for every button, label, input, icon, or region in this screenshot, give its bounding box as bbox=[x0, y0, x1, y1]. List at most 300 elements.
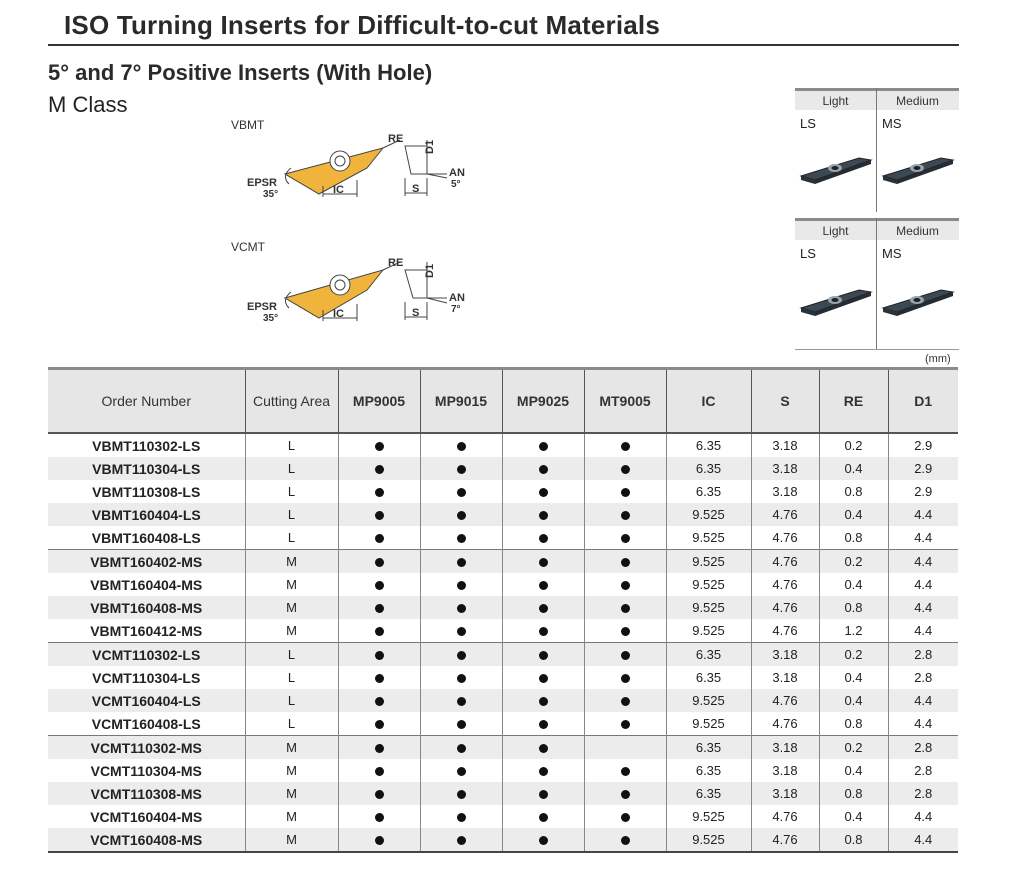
section-subtitle: 5° and 7° Positive Inserts (With Hole) bbox=[48, 60, 433, 85]
availability-dot-icon bbox=[621, 697, 630, 706]
mp9015-cell bbox=[420, 573, 502, 596]
s-cell: 3.18 bbox=[751, 759, 819, 782]
ic-cell: 9.525 bbox=[666, 503, 751, 526]
mp9025-cell bbox=[502, 712, 584, 736]
mp9015-cell bbox=[420, 480, 502, 503]
mp9005-cell bbox=[338, 805, 420, 828]
availability-dot-icon bbox=[621, 767, 630, 776]
panel-bottom-rule bbox=[795, 349, 959, 350]
mp9025-cell bbox=[502, 619, 584, 643]
col-mp9025: MP9025 bbox=[502, 369, 584, 434]
order-number-cell: VBMT160402-MS bbox=[48, 550, 245, 574]
mp9015-cell bbox=[420, 689, 502, 712]
mp9005-cell bbox=[338, 759, 420, 782]
cutting-area-cell: L bbox=[245, 526, 338, 550]
re-cell: 0.2 bbox=[819, 736, 888, 760]
col-re: RE bbox=[819, 369, 888, 434]
epsr-label: EPSR bbox=[247, 177, 277, 189]
mp9015-cell bbox=[420, 596, 502, 619]
mt9005-cell bbox=[584, 573, 666, 596]
cutting-area-cell: L bbox=[245, 666, 338, 689]
re-cell: 0.8 bbox=[819, 712, 888, 736]
re-cell: 0.2 bbox=[819, 643, 888, 667]
epsr-angle: 35° bbox=[263, 189, 279, 200]
ic-cell: 6.35 bbox=[666, 643, 751, 667]
title-rule bbox=[48, 44, 959, 46]
availability-dot-icon bbox=[457, 581, 466, 590]
table-row bbox=[48, 828, 958, 852]
mp9005-cell bbox=[338, 457, 420, 480]
availability-dot-icon bbox=[621, 790, 630, 799]
availability-dot-icon bbox=[539, 651, 548, 660]
d1-cell: 2.9 bbox=[888, 480, 958, 503]
col-cutting-area: Cutting Area bbox=[245, 369, 338, 434]
order-number-cell: VBMT110304-LS bbox=[48, 457, 245, 480]
insert-drawing-icon bbox=[215, 118, 480, 228]
availability-dot-icon bbox=[621, 488, 630, 497]
re-cell: 0.4 bbox=[819, 457, 888, 480]
mp9025-cell bbox=[502, 596, 584, 619]
ic-cell: 9.525 bbox=[666, 805, 751, 828]
table-row bbox=[48, 457, 958, 480]
s-cell: 3.18 bbox=[751, 666, 819, 689]
mp9005-cell bbox=[338, 433, 420, 457]
cutting-area-cell: M bbox=[245, 596, 338, 619]
availability-dot-icon bbox=[457, 442, 466, 451]
ic-cell: 6.35 bbox=[666, 736, 751, 760]
re-cell: 0.4 bbox=[819, 805, 888, 828]
cutting-area-cell: M bbox=[245, 782, 338, 805]
order-number-cell: VCMT160404-MS bbox=[90, 808, 203, 825]
mt9005-cell bbox=[584, 782, 666, 805]
availability-dot-icon bbox=[375, 465, 384, 474]
order-number-cell: VBMT160412-MS bbox=[90, 622, 203, 639]
d1-cell: 4.4 bbox=[888, 596, 958, 619]
col-mp9005: MP9005 bbox=[338, 369, 420, 434]
availability-dot-icon bbox=[375, 836, 384, 845]
s-cell: 4.76 bbox=[751, 689, 819, 712]
cutting-area-cell: M bbox=[245, 805, 338, 828]
ic-cell: 9.525 bbox=[666, 828, 751, 852]
availability-dot-icon bbox=[375, 558, 384, 567]
availability-dot-icon bbox=[621, 836, 630, 845]
availability-dot-icon bbox=[375, 790, 384, 799]
cutting-area-cell: M bbox=[245, 759, 338, 782]
s-cell: 4.76 bbox=[751, 573, 819, 596]
s-cell: 4.76 bbox=[751, 596, 819, 619]
mt9005-cell bbox=[584, 828, 666, 852]
availability-dot-icon bbox=[621, 465, 630, 474]
table-row bbox=[48, 759, 958, 782]
mp9015-cell bbox=[420, 805, 502, 828]
epsr-angle: 35° bbox=[263, 313, 279, 324]
availability-dot-icon bbox=[621, 534, 630, 543]
mt9005-cell bbox=[584, 619, 666, 643]
mt9005-cell bbox=[584, 433, 666, 457]
table-row bbox=[48, 503, 958, 526]
diagram-label: VCMT bbox=[231, 240, 265, 254]
availability-dot-icon bbox=[375, 534, 384, 543]
cutting-area-cell: L bbox=[245, 712, 338, 736]
cutting-area-cell: M bbox=[245, 736, 338, 760]
s-cell: 3.18 bbox=[751, 643, 819, 667]
availability-dot-icon bbox=[457, 790, 466, 799]
d1-cell: 2.9 bbox=[888, 433, 958, 457]
availability-dot-icon bbox=[375, 488, 384, 497]
mp9005-cell bbox=[338, 782, 420, 805]
re-cell: 0.2 bbox=[819, 550, 888, 574]
s-cell: 3.18 bbox=[751, 433, 819, 457]
cutting-area-cell: M bbox=[245, 828, 338, 852]
mt9005-cell bbox=[584, 805, 666, 828]
availability-dot-icon bbox=[539, 720, 548, 729]
epsr-label: EPSR bbox=[247, 301, 277, 313]
col-ic: IC bbox=[666, 369, 751, 434]
medium-label: Medium bbox=[896, 224, 939, 238]
mp9015-cell bbox=[420, 457, 502, 480]
unit-note: (mm) bbox=[925, 353, 951, 365]
re-label: RE bbox=[388, 257, 404, 269]
re-cell: 0.4 bbox=[819, 689, 888, 712]
cutting-area-cell: L bbox=[245, 689, 338, 712]
s-cell: 4.76 bbox=[751, 619, 819, 643]
re-cell: 0.4 bbox=[819, 503, 888, 526]
mp9015-cell bbox=[420, 619, 502, 643]
ms-insert-photo-icon bbox=[881, 152, 955, 190]
re-cell: 0.8 bbox=[819, 526, 888, 550]
vbmt-diagram bbox=[215, 118, 480, 228]
availability-dot-icon bbox=[457, 674, 466, 683]
vcmt-diagram bbox=[215, 240, 480, 350]
table-row bbox=[48, 433, 958, 457]
d1-cell: 4.4 bbox=[888, 619, 958, 643]
ic-cell: 6.35 bbox=[666, 666, 751, 689]
an-angle: 5° bbox=[451, 179, 461, 190]
availability-dot-icon bbox=[457, 627, 466, 636]
page-title: ISO Turning Inserts for Difficult-to-cut Materials bbox=[64, 10, 660, 40]
order-number-cell: VCMT110302-MS bbox=[48, 736, 245, 760]
d1-cell: 4.4 bbox=[888, 573, 958, 596]
table-row bbox=[48, 526, 958, 550]
order-number-cell: VBMT110302-LS bbox=[92, 437, 201, 454]
re-cell: 0.4 bbox=[819, 573, 888, 596]
order-number-cell: VCMT110304-LS bbox=[92, 669, 201, 686]
ic-cell: 6.35 bbox=[666, 457, 751, 480]
mp9015-cell bbox=[420, 782, 502, 805]
d1-cell: 4.4 bbox=[888, 689, 958, 712]
mp9015-cell bbox=[420, 433, 502, 457]
light-label: Light bbox=[822, 224, 849, 238]
availability-dot-icon bbox=[457, 488, 466, 497]
s-cell: 4.76 bbox=[751, 526, 819, 550]
an-angle: 7° bbox=[451, 304, 461, 315]
ic-label: IC bbox=[333, 184, 344, 196]
d1-cell: 2.8 bbox=[888, 666, 958, 689]
table-row bbox=[48, 736, 958, 760]
mp9025-cell bbox=[502, 480, 584, 503]
panel-divider bbox=[876, 218, 877, 350]
mp9005-cell bbox=[338, 619, 420, 643]
table-row bbox=[48, 666, 958, 689]
d1-cell: 2.9 bbox=[888, 457, 958, 480]
ic-cell: 9.525 bbox=[666, 573, 751, 596]
order-number-cell: VBMT110308-LS bbox=[92, 483, 201, 500]
d1-cell: 4.4 bbox=[888, 712, 958, 736]
availability-dot-icon bbox=[375, 767, 384, 776]
d1-cell: 2.8 bbox=[888, 643, 958, 667]
s-label: S bbox=[412, 307, 420, 319]
mt9005-cell bbox=[584, 759, 666, 782]
re-label: RE bbox=[388, 133, 404, 145]
mp9005-cell bbox=[338, 736, 420, 760]
availability-dot-icon bbox=[375, 813, 384, 822]
availability-dot-icon bbox=[457, 651, 466, 660]
order-number-cell: VCMT160408-LS bbox=[91, 715, 201, 732]
s-cell: 4.76 bbox=[751, 805, 819, 828]
availability-dot-icon bbox=[539, 674, 548, 683]
s-cell: 4.76 bbox=[751, 550, 819, 574]
mp9005-cell bbox=[338, 480, 420, 503]
availability-dot-icon bbox=[539, 442, 548, 451]
cutting-area-cell: L bbox=[245, 480, 338, 503]
ic-label: IC bbox=[333, 308, 344, 320]
d1-cell: 4.4 bbox=[888, 550, 958, 574]
col-mt9005: MT9005 bbox=[584, 369, 666, 434]
table-row bbox=[48, 712, 958, 736]
availability-dot-icon bbox=[375, 511, 384, 520]
mp9005-cell bbox=[338, 573, 420, 596]
ic-cell: 6.35 bbox=[666, 433, 751, 457]
light-code: LS bbox=[800, 246, 816, 261]
mp9025-cell bbox=[502, 689, 584, 712]
panel-header bbox=[795, 88, 959, 110]
chipbreaker-panel-vbmt bbox=[795, 88, 959, 212]
re-cell: 0.8 bbox=[819, 828, 888, 852]
mp9015-cell bbox=[420, 643, 502, 667]
medium-label: Medium bbox=[896, 94, 939, 108]
ic-cell: 9.525 bbox=[666, 526, 751, 550]
ic-cell: 9.525 bbox=[666, 619, 751, 643]
availability-dot-icon bbox=[375, 604, 384, 613]
availability-dot-icon bbox=[539, 534, 548, 543]
table-row bbox=[48, 550, 958, 574]
mp9005-cell bbox=[338, 643, 420, 667]
mt9005-cell bbox=[584, 457, 666, 480]
table-header-row bbox=[48, 369, 958, 434]
s-cell: 3.18 bbox=[751, 782, 819, 805]
mp9015-cell bbox=[420, 666, 502, 689]
mp9025-cell bbox=[502, 503, 584, 526]
availability-dot-icon bbox=[375, 627, 384, 636]
d1-cell: 4.4 bbox=[888, 828, 958, 852]
mp9025-cell bbox=[502, 526, 584, 550]
insert-drawing-icon bbox=[215, 240, 480, 350]
order-number-cell: VCMT110308-MS bbox=[48, 782, 245, 805]
availability-dot-icon bbox=[621, 581, 630, 590]
ic-cell: 9.525 bbox=[666, 550, 751, 574]
s-cell: 4.76 bbox=[751, 503, 819, 526]
availability-dot-icon bbox=[621, 511, 630, 520]
availability-dot-icon bbox=[539, 697, 548, 706]
availability-dot-icon bbox=[457, 511, 466, 520]
order-number-cell: VBMT160408-MS bbox=[48, 596, 245, 619]
availability-dot-icon bbox=[375, 720, 384, 729]
re-cell: 0.8 bbox=[819, 782, 888, 805]
re-cell: 0.8 bbox=[819, 596, 888, 619]
availability-dot-icon bbox=[375, 697, 384, 706]
mp9025-cell bbox=[502, 759, 584, 782]
ic-cell: 6.35 bbox=[666, 782, 751, 805]
mp9025-cell bbox=[502, 643, 584, 667]
availability-dot-icon bbox=[539, 744, 548, 753]
s-cell: 3.18 bbox=[751, 736, 819, 760]
re-cell: 0.8 bbox=[819, 480, 888, 503]
ls-insert-photo-icon bbox=[799, 152, 873, 190]
mp9005-cell bbox=[338, 712, 420, 736]
availability-dot-icon bbox=[621, 674, 630, 683]
availability-dot-icon bbox=[539, 813, 548, 822]
availability-dot-icon bbox=[375, 674, 384, 683]
cutting-area-cell: M bbox=[245, 619, 338, 643]
table-row bbox=[48, 480, 958, 503]
availability-dot-icon bbox=[375, 744, 384, 753]
s-cell: 4.76 bbox=[751, 712, 819, 736]
an-label: AN bbox=[449, 292, 465, 304]
availability-dot-icon bbox=[621, 604, 630, 613]
mp9015-cell bbox=[420, 736, 502, 760]
ic-cell: 9.525 bbox=[666, 712, 751, 736]
availability-dot-icon bbox=[457, 813, 466, 822]
availability-dot-icon bbox=[375, 442, 384, 451]
diagram-label: VBMT bbox=[231, 118, 265, 132]
mp9015-cell bbox=[420, 712, 502, 736]
mp9015-cell bbox=[420, 503, 502, 526]
availability-dot-icon bbox=[457, 697, 466, 706]
table-row bbox=[48, 805, 958, 828]
col-mp9015: MP9015 bbox=[420, 369, 502, 434]
mp9025-cell bbox=[502, 433, 584, 457]
mp9025-cell bbox=[502, 666, 584, 689]
mp9015-cell bbox=[420, 759, 502, 782]
availability-dot-icon bbox=[375, 581, 384, 590]
mt9005-cell bbox=[584, 689, 666, 712]
availability-dot-icon bbox=[539, 558, 548, 567]
order-number-cell: VBMT160404-MS bbox=[90, 576, 203, 593]
mp9025-cell bbox=[502, 457, 584, 480]
table-row bbox=[48, 689, 958, 712]
mp9025-cell bbox=[502, 736, 584, 760]
mp9005-cell bbox=[338, 596, 420, 619]
re-cell: 0.4 bbox=[819, 666, 888, 689]
availability-dot-icon bbox=[457, 604, 466, 613]
availability-dot-icon bbox=[539, 488, 548, 497]
s-label: S bbox=[412, 183, 420, 195]
availability-dot-icon bbox=[539, 604, 548, 613]
order-number-cell: VBMT160404-LS bbox=[48, 503, 245, 526]
panel-divider bbox=[876, 88, 877, 212]
availability-dot-icon bbox=[621, 627, 630, 636]
ms-insert-photo-icon bbox=[881, 284, 955, 322]
availability-dot-icon bbox=[621, 558, 630, 567]
mt9005-cell bbox=[584, 480, 666, 503]
cutting-area-cell: L bbox=[245, 503, 338, 526]
cutting-area-cell: L bbox=[245, 433, 338, 457]
availability-dot-icon bbox=[621, 651, 630, 660]
mp9005-cell bbox=[338, 503, 420, 526]
availability-dot-icon bbox=[539, 767, 548, 776]
table-row bbox=[48, 619, 958, 643]
availability-dot-icon bbox=[457, 465, 466, 474]
mp9025-cell bbox=[502, 805, 584, 828]
d1-cell: 2.8 bbox=[888, 782, 958, 805]
mt9005-cell bbox=[584, 712, 666, 736]
d1-cell: 2.8 bbox=[888, 736, 958, 760]
mt9005-cell bbox=[584, 596, 666, 619]
availability-dot-icon bbox=[457, 836, 466, 845]
mp9025-cell bbox=[502, 550, 584, 574]
ls-insert-photo-icon bbox=[799, 284, 873, 322]
medium-code: MS bbox=[882, 116, 902, 131]
col-order-number: Order Number bbox=[48, 369, 245, 434]
availability-dot-icon bbox=[539, 790, 548, 799]
ic-cell: 6.35 bbox=[666, 759, 751, 782]
availability-dot-icon bbox=[457, 767, 466, 776]
medium-code: MS bbox=[882, 246, 902, 261]
d1-cell: 2.8 bbox=[888, 759, 958, 782]
availability-dot-icon bbox=[457, 558, 466, 567]
availability-dot-icon bbox=[539, 627, 548, 636]
light-code: LS bbox=[800, 116, 816, 131]
d1-cell: 4.4 bbox=[888, 805, 958, 828]
mp9015-cell bbox=[420, 828, 502, 852]
availability-dot-icon bbox=[457, 534, 466, 543]
availability-dot-icon bbox=[539, 836, 548, 845]
ic-cell: 9.525 bbox=[666, 596, 751, 619]
mt9005-cell bbox=[584, 666, 666, 689]
mp9005-cell bbox=[338, 689, 420, 712]
d1-cell: 4.4 bbox=[888, 503, 958, 526]
availability-dot-icon bbox=[621, 813, 630, 822]
an-label: AN bbox=[449, 167, 465, 179]
d1-label: D1 bbox=[424, 139, 436, 154]
col-d1: D1 bbox=[888, 369, 958, 434]
mp9005-cell bbox=[338, 526, 420, 550]
mp9005-cell bbox=[338, 550, 420, 574]
availability-dot-icon bbox=[539, 581, 548, 590]
mp9025-cell bbox=[502, 573, 584, 596]
mt9005-cell bbox=[584, 736, 666, 760]
table-row bbox=[48, 573, 958, 596]
mt9005-cell bbox=[584, 503, 666, 526]
table-row bbox=[48, 596, 958, 619]
d1-label: D1 bbox=[424, 263, 436, 278]
cutting-area-cell: M bbox=[245, 550, 338, 574]
panel-header bbox=[795, 218, 959, 240]
insert-table bbox=[48, 367, 958, 853]
order-number-cell: VBMT160408-LS bbox=[91, 529, 201, 546]
mt9005-cell bbox=[584, 550, 666, 574]
light-label: Light bbox=[822, 94, 849, 108]
ic-cell: 9.525 bbox=[666, 689, 751, 712]
availability-dot-icon bbox=[539, 465, 548, 474]
order-number-cell: VCMT160408-MS bbox=[48, 828, 245, 852]
mp9015-cell bbox=[420, 550, 502, 574]
availability-dot-icon bbox=[457, 744, 466, 753]
availability-dot-icon bbox=[621, 720, 630, 729]
mp9005-cell bbox=[338, 666, 420, 689]
mp9025-cell bbox=[502, 828, 584, 852]
re-cell: 0.4 bbox=[819, 759, 888, 782]
